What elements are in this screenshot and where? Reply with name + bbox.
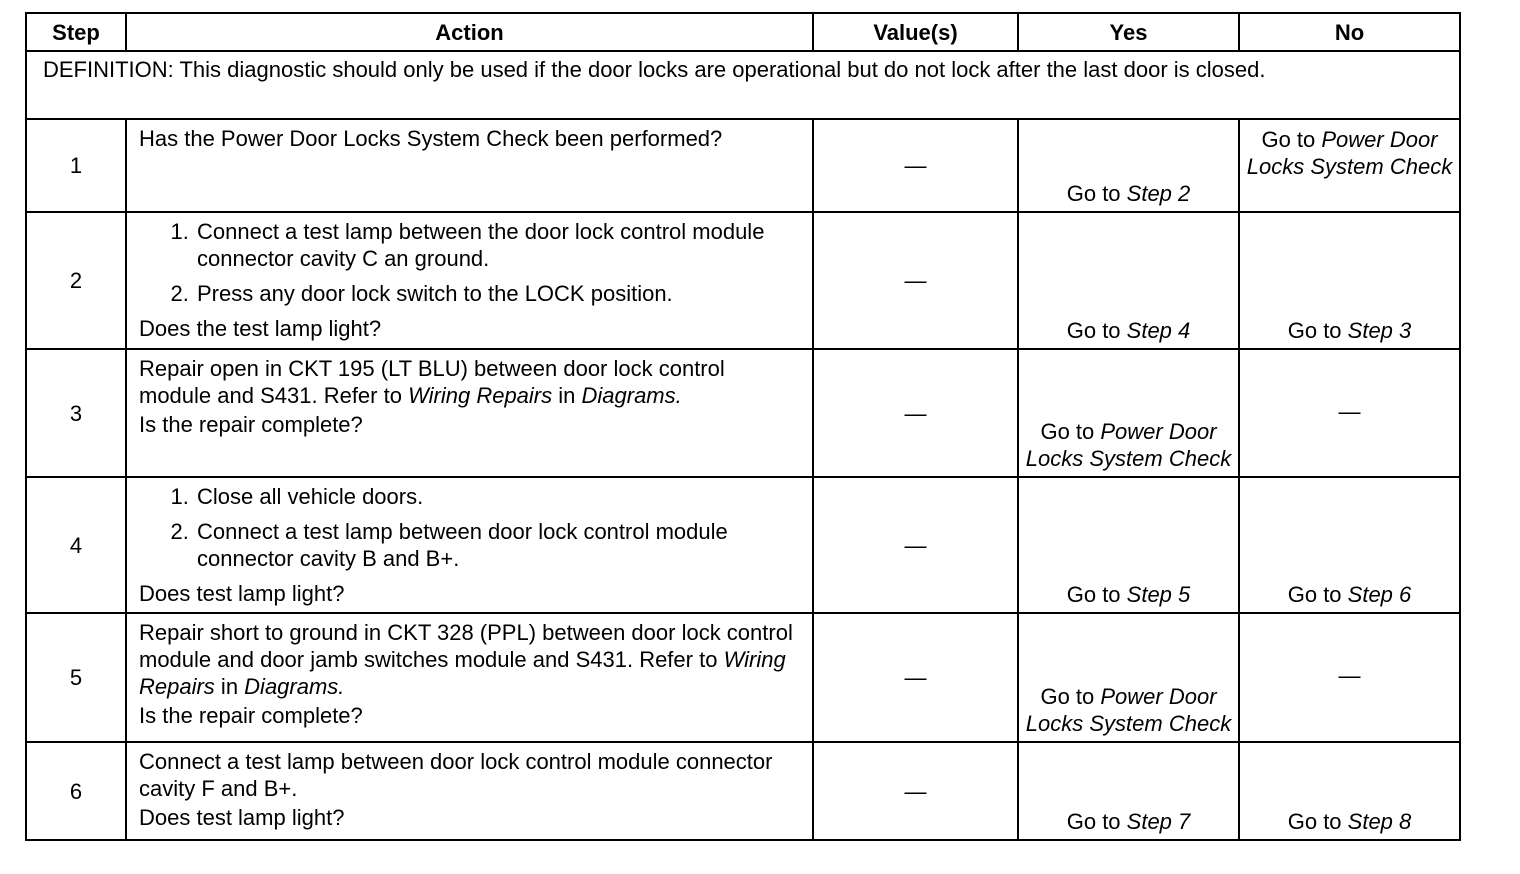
action-text-in: in: [552, 383, 582, 408]
step-number: 5: [26, 613, 126, 742]
yes-target: Step 5: [1126, 582, 1191, 607]
action-cell: [126, 349, 813, 477]
action-reference-diagrams: Diagrams.: [581, 383, 682, 408]
table-row: [26, 477, 1460, 613]
value-cell: —: [813, 349, 1018, 477]
yes-target: Power Door Locks System Check: [1025, 684, 1232, 736]
action-question: Does the test lamp light?: [139, 316, 382, 341]
yes-target: Step 2: [1126, 181, 1191, 206]
yes-cell: [1018, 119, 1239, 212]
yes-cell: [1018, 613, 1239, 742]
action-text: Repair short to ground in CKT 328 (PPL) between door lock control module and door jamb switches module and S431. Refer to: [139, 620, 793, 672]
action-text: Connect a test lamp between door lock control module connector cavity F and B+.: [139, 749, 773, 801]
action-question: Is the repair complete?: [139, 412, 363, 437]
action-question: Is the repair complete?: [139, 703, 363, 728]
table-row: [26, 119, 1460, 212]
no-cell: [1239, 477, 1460, 613]
value-cell: —: [813, 119, 1018, 212]
value-cell: —: [813, 477, 1018, 613]
no-prefix: Go to: [1261, 127, 1322, 152]
table-row: [26, 742, 1460, 840]
yes-cell: [1018, 349, 1239, 477]
step-number: 4: [26, 477, 126, 613]
action-list-item: 1. Connect a test lamp between the door lock control module connector cavity C an ground.: [195, 218, 800, 272]
action-question: Does test lamp light?: [139, 805, 345, 830]
action-cell: [126, 742, 813, 840]
yes-target: Step 4: [1126, 318, 1191, 343]
action-text-in: in: [214, 674, 245, 699]
definition-text: DEFINITION: This diagnostic should only be used if the door locks are operational but do not lock after the last door is closed.: [26, 51, 1460, 119]
no-cell: [1239, 742, 1460, 840]
no-prefix: Go to: [1287, 318, 1348, 343]
no-target: Power Door Locks System Check: [1246, 127, 1453, 179]
step-number: 6: [26, 742, 126, 840]
action-reference: Wiring Repairs: [408, 383, 553, 408]
yes-cell: [1018, 742, 1239, 840]
yes-prefix: Go to: [1066, 582, 1127, 607]
header-row: [26, 13, 1460, 51]
yes-cell: [1018, 477, 1239, 613]
no-cell: [1239, 119, 1460, 212]
diagnostic-table: [25, 12, 1461, 841]
no-target: Step 8: [1347, 809, 1412, 834]
step-number: 2: [26, 212, 126, 349]
action-cell: [126, 613, 813, 742]
action-list-item: 1. Close all vehicle doors.: [195, 483, 800, 510]
action-cell: [126, 477, 813, 613]
action-list: [139, 483, 800, 572]
no-target: Step 6: [1347, 582, 1412, 607]
header-yes: Yes: [1018, 13, 1239, 51]
action-question: Does test lamp light?: [139, 581, 345, 606]
header-values: Value(s): [813, 13, 1018, 51]
table-row: [26, 212, 1460, 349]
yes-prefix: Go to: [1040, 419, 1101, 444]
no-cell: [1239, 212, 1460, 349]
no-prefix: Go to: [1287, 582, 1348, 607]
action-text: Has the Power Door Locks System Check been performed?: [139, 126, 723, 151]
value-cell: —: [813, 212, 1018, 349]
action-list: [139, 218, 800, 307]
action-cell: [126, 212, 813, 349]
step-number: 1: [26, 119, 126, 212]
step-number: 3: [26, 349, 126, 477]
yes-prefix: Go to: [1040, 684, 1101, 709]
no-cell: —: [1239, 349, 1460, 477]
table-row: [26, 613, 1460, 742]
no-prefix: Go to: [1287, 809, 1348, 834]
yes-target: Step 7: [1126, 809, 1191, 834]
no-target: Step 3: [1347, 318, 1412, 343]
header-step: Step: [26, 13, 126, 51]
header-no: No: [1239, 13, 1460, 51]
yes-cell: [1018, 212, 1239, 349]
action-reference-diagrams: Diagrams.: [244, 674, 345, 699]
yes-prefix: Go to: [1066, 809, 1127, 834]
definition-row: [26, 51, 1460, 119]
table-row: [26, 349, 1460, 477]
action-reference: Wiring Repairs: [139, 647, 786, 699]
action-text: Repair open in CKT 195 (LT BLU) between door lock control module and S431. Refer to: [139, 356, 725, 408]
header-action: Action: [126, 13, 813, 51]
action-list-item: 2. Connect a test lamp between door lock control module connector cavity B and B+.: [195, 518, 800, 572]
action-cell: [126, 119, 813, 212]
yes-prefix: Go to: [1066, 181, 1127, 206]
yes-prefix: Go to: [1066, 318, 1127, 343]
action-list-item: 2. Press any door lock switch to the LOCK position.: [195, 280, 800, 307]
value-cell: —: [813, 742, 1018, 840]
value-cell: —: [813, 613, 1018, 742]
no-cell: —: [1239, 613, 1460, 742]
yes-target: Power Door Locks System Check: [1025, 419, 1232, 471]
